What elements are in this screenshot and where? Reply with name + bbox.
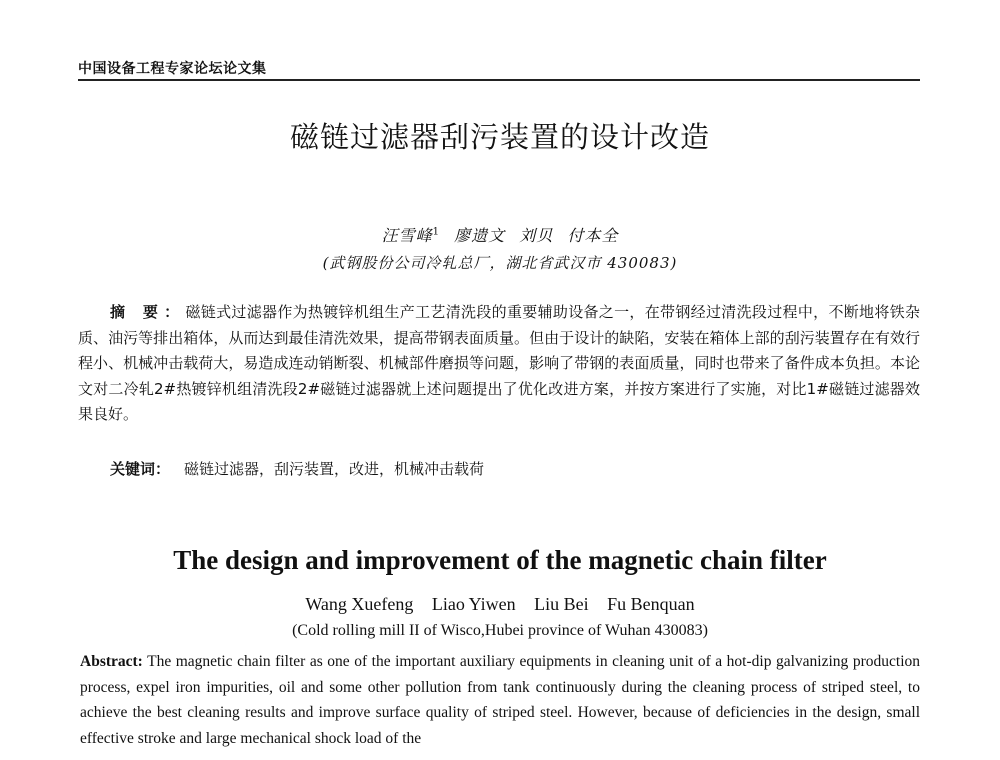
english-author-3: Liu Bei — [534, 594, 589, 614]
chinese-affiliation: (武钢股份公司冷轧总厂，湖北省武汉市 430083) — [322, 254, 678, 272]
chinese-keywords-label: 关键词： — [110, 460, 171, 478]
english-abstract — [80, 649, 920, 751]
english-abstract-label: Abstract: — [80, 653, 143, 670]
chinese-title: 磁链过滤器刮污装置的设计改造 — [289, 120, 710, 154]
chinese-abstract — [78, 300, 920, 428]
author-4: 付本全 — [567, 226, 619, 245]
chinese-keywords-text: 磁链过滤器，刮污装置，改进，机械冲击载荷 — [184, 460, 485, 478]
english-abstract-text: The magnetic chain filter as one of the important auxiliary equipments in cleaning unit of a hot-dip galvanizing production process, expel iron impurities, oil and some other pollution from tank continuously during the cleaning process of striped steel, to achieve the best cleaning results and improve surface quality of striped steel. However, because of deficiencies in the design, small effective stroke and large mechanical shock load of the — [80, 653, 920, 747]
chinese-authors — [0, 223, 1000, 246]
author-2: 廖遗文 — [454, 226, 506, 245]
header-rule — [78, 79, 920, 81]
english-title: The design and improvement of the magnetic chain filter — [173, 545, 827, 575]
chinese-keywords — [110, 458, 910, 479]
english-affiliation: (Cold rolling mill II of Wisco,Hubei province of Wuhan 430083) — [292, 622, 708, 639]
english-author-1: Wang Xuefeng — [305, 594, 414, 614]
author-1-superscript: 1 — [432, 226, 441, 238]
english-author-2: Liao Yiwen — [431, 594, 516, 614]
chinese-abstract-text: 磁链式过滤器作为热镀锌机组生产工艺清洗段的重要辅助设备之一，在带钢经过清洗段过程中，不断地将铁杂质、油污等排出箱体，从而达到最佳清洗效果，提高带钢表面质量。但由于设计的缺陷，安装在箱体上部的刮污装置存在有效行程小、机械冲击载荷大，易造成连动销断裂、机械部件磨损等问题，影响了带钢的表面质量，同时也带来了备件成本负担。本论文对二冷轧2#热镀锌机组清洗段2#磁链过滤器就上述问题提出了优化改进方案，并按方案进行了实施，对比1#磁链过滤器效果良好。 — [78, 303, 920, 423]
author-3: 刘贝 — [519, 226, 554, 245]
author-1: 汪雪峰$^1$ — [381, 226, 441, 245]
chinese-abstract-label: 摘 要： — [110, 303, 186, 321]
english-authors — [0, 594, 1000, 615]
english-author-4: Fu Benquan — [607, 594, 695, 614]
running-header: 中国设备工程专家论坛论文集 — [78, 61, 267, 77]
